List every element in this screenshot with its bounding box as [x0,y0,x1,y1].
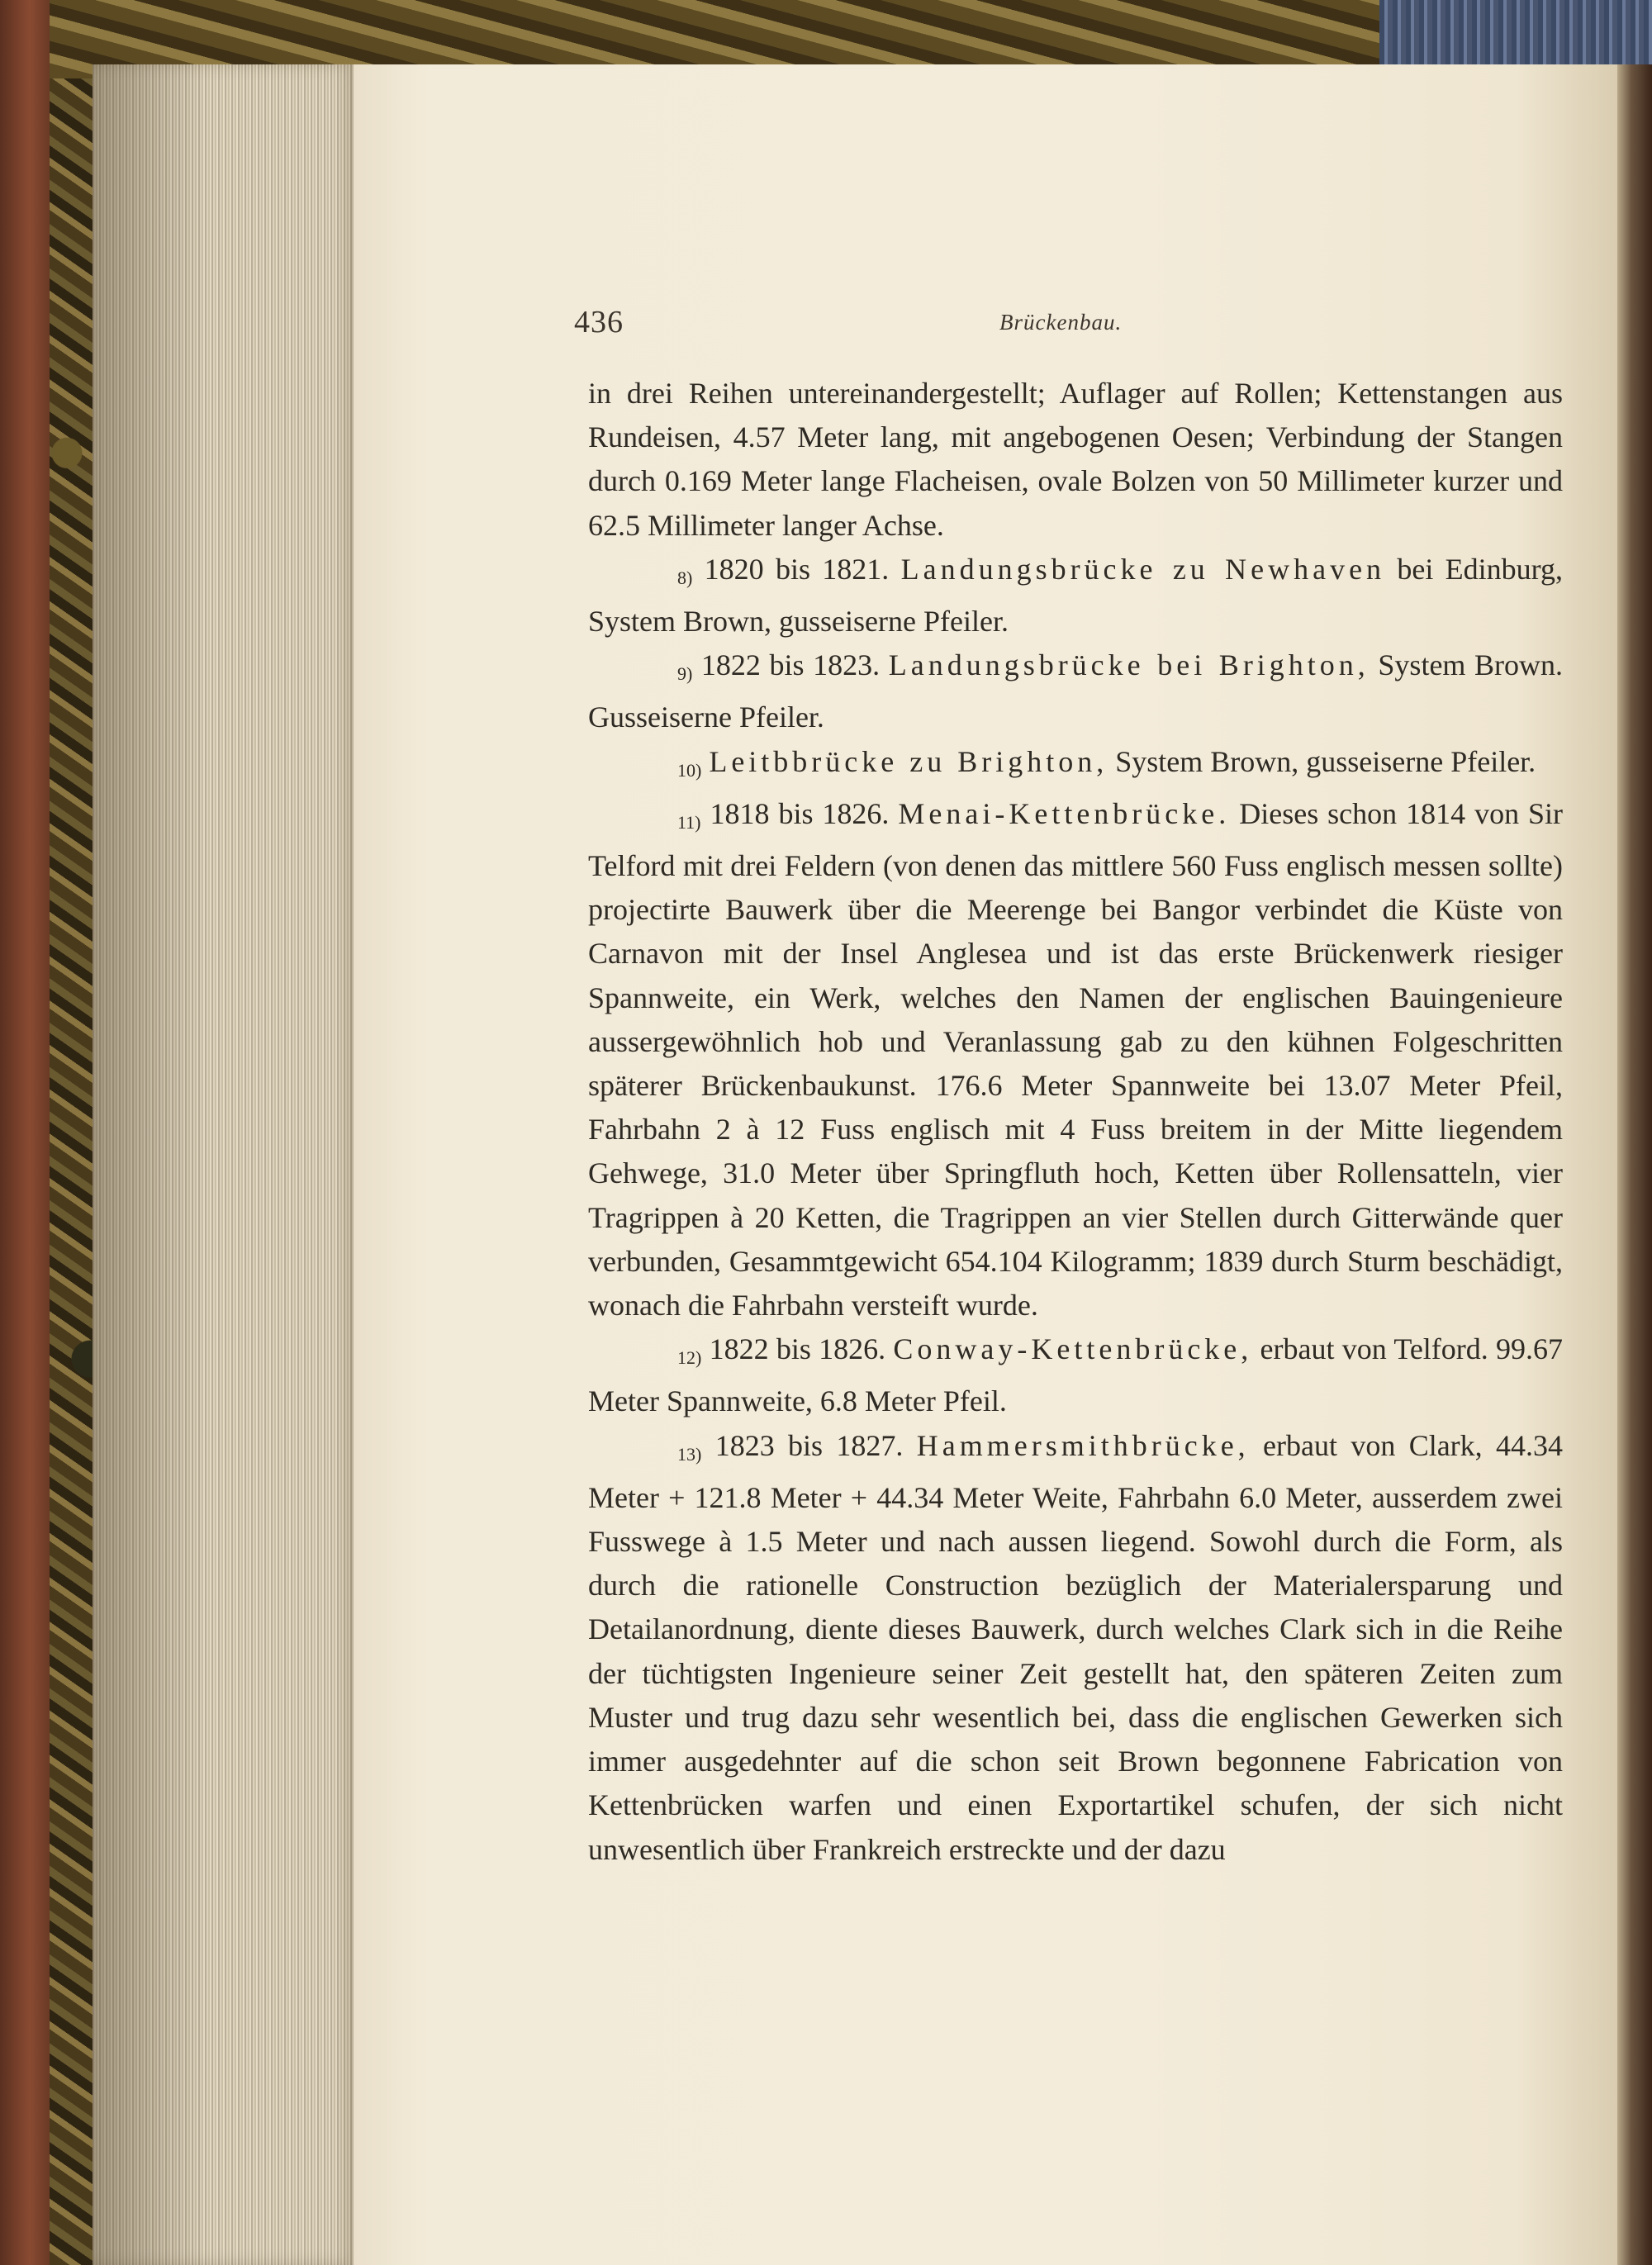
item-text: bei Edinburg, System Brown, gusseiserne Pfeiler. [588,552,1563,639]
page-header [574,304,1152,345]
paragraph-item-13 [588,1424,1563,1872]
running-title: Brückenbau. [999,310,1123,335]
item-text: erbaut von Clark, 44.34 Meter + 121.8 Meter + 44.34 Meter Weite, Fahrbahn 6.0 Meter, ausserdem zwei Fusswege à 1.5 Meter und nach aussen liegend. Sowohl durch die Form, als durch die rationelle Construction bezüglich der Materialersparung und Detailanordnung, diente dieses Bauwerk, durch welches Clark sich in die Reihe der tüchtigsten Ingenieure seiner Zeit gestellt hat, den späteren Zeiten zum Muster und trug dazu sehr wesentlich bei, dass die englischen Gewerken sich immer ausgedehnter auf die schon seit Brown begonnene Fabrication von Kettenbrücken warfen und einen Exportartikel schufen, der sich nicht unwesentlich über Frankreich erstreckte und der dazu [588,1428,1564,1866]
paragraph-item-11 [588,792,1563,1327]
item-title: Hammersmithbrücke, [916,1428,1250,1462]
item-lead: 1820 bis 1821. [704,552,890,586]
book-gutter [1617,64,1652,2265]
page-number: 436 [574,305,624,340]
paragraph-item-9 [588,643,1563,739]
item-title: Landungsbrücke bei Brighton, [888,648,1370,682]
item-text: erbaut von Telford. 99.67 Meter Spannweite, 6.8 Meter Pfeil. [588,1332,1564,1418]
paragraph-item-12 [588,1327,1563,1423]
item-lead: 1822 bis 1823. [700,648,881,682]
paragraph-item-10 [588,740,1563,792]
item-number: 9) [677,663,693,685]
body-text [588,372,1563,1872]
item-text: Dieses schon 1814 von Sir Telford mit drei Feldern (von denen das mittlere 560 Fuss englisch messen sollte) projectirte Bauwerk über die Meerenge bei Bangor verbindet die Küste von Carnavon mit der Insel Anglesea und ist das erste Brückenwerk riesiger Spannweite, ein Werk, welches den Namen der englischen Bauingenieure aussergewöhnlich hob und Veranlassung gab zu den kühnen Folgeschritten späterer Brückenbaukunst. 176.6 Meter Spannweite bei 13.07 Meter Pfeil, Fahrbahn 2 à 12 Fuss englisch mit 4 Fuss breitem in der Mitte liegendem Gehwege, 31.0 Meter über Springfluth hoch, Ketten über Rollensatteln, vier Tragrippen à 20 Ketten, die Tragrippen an vier Stellen durch Gitterwände quer verbunden, Gesammtgewicht 654.104 Kilogramm; 1839 durch Sturm beschädigt, wonach die Fahrbahn versteift wurde. [588,796,1564,1322]
item-lead: 1822 bis 1826. [709,1332,886,1366]
item-lead: 1818 bis 1826. [710,796,890,830]
paragraph-text: in drei Reihen untereinandergestellt; Auflager auf Rollen; Kettenstangen aus Rundeisen, 4.57 Meter lang, mit angebogenen Oesen; Verbindung der Stangen durch 0.169 Meter lange Flacheisen, ovale Bolzen von 50 Millimeter kurzer und 62.5 Millimeter langer Achse. [588,377,1563,542]
item-title: Menai-Kettenbrücke. [898,796,1231,830]
item-title: Conway-Kettenbrücke, [893,1332,1253,1366]
item-number: 13) [677,1443,702,1465]
page-block-shadow [93,64,208,2265]
item-number: 11) [677,811,701,833]
item-title: Leitbbrücke zu Brighton, [709,744,1108,778]
item-number: 10) [677,759,702,781]
item-title: Landungsbrücke zu Newhaven [900,552,1386,586]
book-spine [0,0,50,2265]
paragraph-item-8 [588,548,1563,643]
item-lead: 1823 bis 1827. [714,1428,904,1462]
item-text: System Brown, gusseiserne Pfeiler. [1115,744,1536,778]
item-number: 8) [677,567,693,588]
item-number: 12) [677,1347,702,1369]
item-text: System Brown. Gusseiserne Pfeiler. [588,648,1564,734]
paragraph-continuation [588,372,1563,548]
